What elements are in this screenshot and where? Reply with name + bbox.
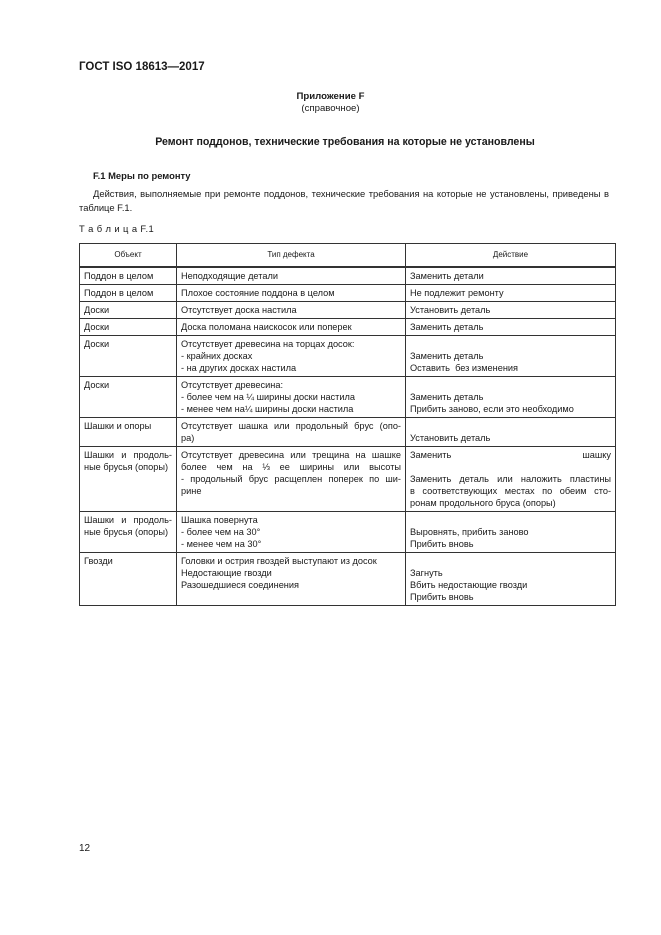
cell-line (410, 514, 611, 526)
cell-line: Плохое состояние поддона в целом (181, 288, 335, 298)
table-row (80, 319, 616, 336)
cell-action (406, 302, 616, 319)
cell-action (406, 418, 616, 447)
cell-object (80, 553, 177, 606)
cell-line: Шашка повернута (181, 515, 258, 525)
cell-line: Прибить вновь (410, 592, 474, 602)
cell-line: Недостающие гвозди (181, 568, 272, 578)
cell-line: Шашки и опоры (84, 421, 152, 431)
table-header-row (80, 244, 616, 268)
cell-line: Доски (84, 322, 110, 332)
cell-object (80, 447, 177, 512)
cell-line: Загнуть (410, 568, 443, 578)
cell-line (410, 461, 611, 473)
table-caption: Т а б л и ц а F.1 (79, 223, 155, 234)
cell-line: более чем на ⅓ ее ширины или высоты (181, 462, 401, 472)
cell-line: - продольный брус расщеплен поперек по ши- (181, 474, 401, 484)
cell-defect (177, 285, 406, 302)
cell-line: Прибить заново, если это необходимо (410, 404, 574, 414)
cell-line: рине (181, 486, 202, 496)
annex-subtitle: (справочное) (301, 103, 360, 114)
cell-line: Шашки и продоль- (84, 515, 172, 525)
cell-action (406, 319, 616, 336)
annex-title: Приложение F (296, 91, 365, 102)
header-defect: Тип дефекта (177, 244, 406, 268)
cell-object (80, 285, 177, 302)
cell-action (406, 377, 616, 418)
cell-line: Головки и острия гвоздей выступают из досок (181, 556, 377, 566)
cell-line (410, 420, 611, 432)
cell-line (410, 555, 611, 567)
cell-object (80, 319, 177, 336)
table-row (80, 377, 616, 418)
cell-line: Разошедшиеся соединения (181, 580, 299, 590)
cell-defect (177, 377, 406, 418)
cell-line: Отсутствует шашка или продольный брус (опо- (181, 421, 401, 431)
annex-block (0, 91, 661, 115)
table-row (80, 418, 616, 447)
cell-line: ронам продольного бруса (опоры) (410, 498, 556, 508)
cell-defect (177, 302, 406, 319)
cell-action (406, 285, 616, 302)
cell-line: Отсутствует древесина или трещина на шашке (181, 450, 401, 460)
cell-line: - крайних досках (181, 351, 253, 361)
table-row (80, 336, 616, 377)
cell-line: Установить деталь (410, 433, 491, 443)
cell-line: Заменить детали (410, 271, 484, 281)
cell-defect (177, 512, 406, 553)
cell-object (80, 512, 177, 553)
annex-heading: Ремонт поддонов, технические требования на которые не установлены (155, 136, 535, 148)
cell-line: Отсутствует древесина: (181, 380, 284, 390)
cell-line (410, 379, 611, 391)
cell-defect (177, 418, 406, 447)
table-row (80, 447, 616, 512)
cell-line: в соответствующих местах по обеим сто- (410, 486, 611, 496)
cell-line: Заменить деталь (410, 322, 484, 332)
cell-line: ные брусья (опоры) (84, 527, 169, 537)
cell-line: Выровнять, прибить заново (410, 527, 529, 537)
cell-line: Доски (84, 339, 110, 349)
cell-line: Отсутствует древесина на торцах досок: (181, 339, 355, 349)
cell-line: Доска поломана наискосок или поперек (181, 322, 352, 332)
cell-line: Гвозди (84, 556, 113, 566)
cell-line: Заменить деталь или наложить пластины (410, 474, 611, 484)
cell-line: Заменить деталь (410, 351, 484, 361)
cell-line: - менее чем на 30° (181, 539, 262, 549)
cell-line: Прибить вновь (410, 539, 474, 549)
table-row (80, 302, 616, 319)
cell-object (80, 377, 177, 418)
cell-line: Поддон в целом (84, 288, 154, 298)
document-code: ГОСТ ISO 18613—2017 (79, 61, 205, 73)
cell-defect (177, 319, 406, 336)
cell-line (181, 591, 401, 603)
table-row (80, 512, 616, 553)
cell-line: Установить деталь (410, 305, 491, 315)
page-number: 12 (79, 843, 91, 854)
cell-line: Заменить деталь (410, 392, 484, 402)
cell-object (80, 336, 177, 377)
cell-line: Шашки и продоль- (84, 450, 172, 460)
cell-line: ные брусья (опоры) (84, 462, 169, 472)
cell-line: - менее чем на¼ ширины доски настила (181, 404, 354, 414)
section-paragraph: Действия, выполняемые при ремонте поддонов, технические требования на которые не установлены, приведены в таблице F.1. (79, 188, 609, 213)
cell-object (80, 302, 177, 319)
cell-line: Поддон в целом (84, 271, 154, 281)
table-row (80, 553, 616, 606)
cell-action (406, 553, 616, 606)
cell-action (406, 267, 616, 285)
table-row (80, 285, 616, 302)
cell-defect (177, 336, 406, 377)
cell-line: Отсутствует доска настила (181, 305, 297, 315)
cell-object (80, 267, 177, 285)
cell-line (410, 338, 611, 350)
cell-line: Доски (84, 305, 110, 315)
cell-line: Не подлежит ремонту (410, 288, 504, 298)
cell-line: Неподходящие детали (181, 271, 278, 281)
cell-line: Заменить шашку (410, 450, 611, 460)
cell-action (406, 447, 616, 512)
cell-defect (177, 553, 406, 606)
cell-defect (177, 267, 406, 285)
cell-defect (177, 447, 406, 512)
repair-table (79, 243, 616, 606)
header-object: Объект (80, 244, 177, 268)
cell-line: - более чем на 30° (181, 527, 261, 537)
cell-line: Оставить без изменения (410, 363, 519, 373)
cell-action (406, 512, 616, 553)
cell-line: ра) (181, 433, 195, 443)
table-row (80, 267, 616, 285)
section-title: F.1 Меры по ремонту (93, 170, 191, 181)
cell-action (406, 336, 616, 377)
cell-line: - более чем на ¼ ширины доски настила (181, 392, 355, 402)
cell-object (80, 418, 177, 447)
cell-line: Доски (84, 380, 110, 390)
cell-line: Вбить недостающие гвозди (410, 580, 528, 590)
header-action: Действие (406, 244, 616, 268)
cell-line: - на других досках настила (181, 363, 297, 373)
